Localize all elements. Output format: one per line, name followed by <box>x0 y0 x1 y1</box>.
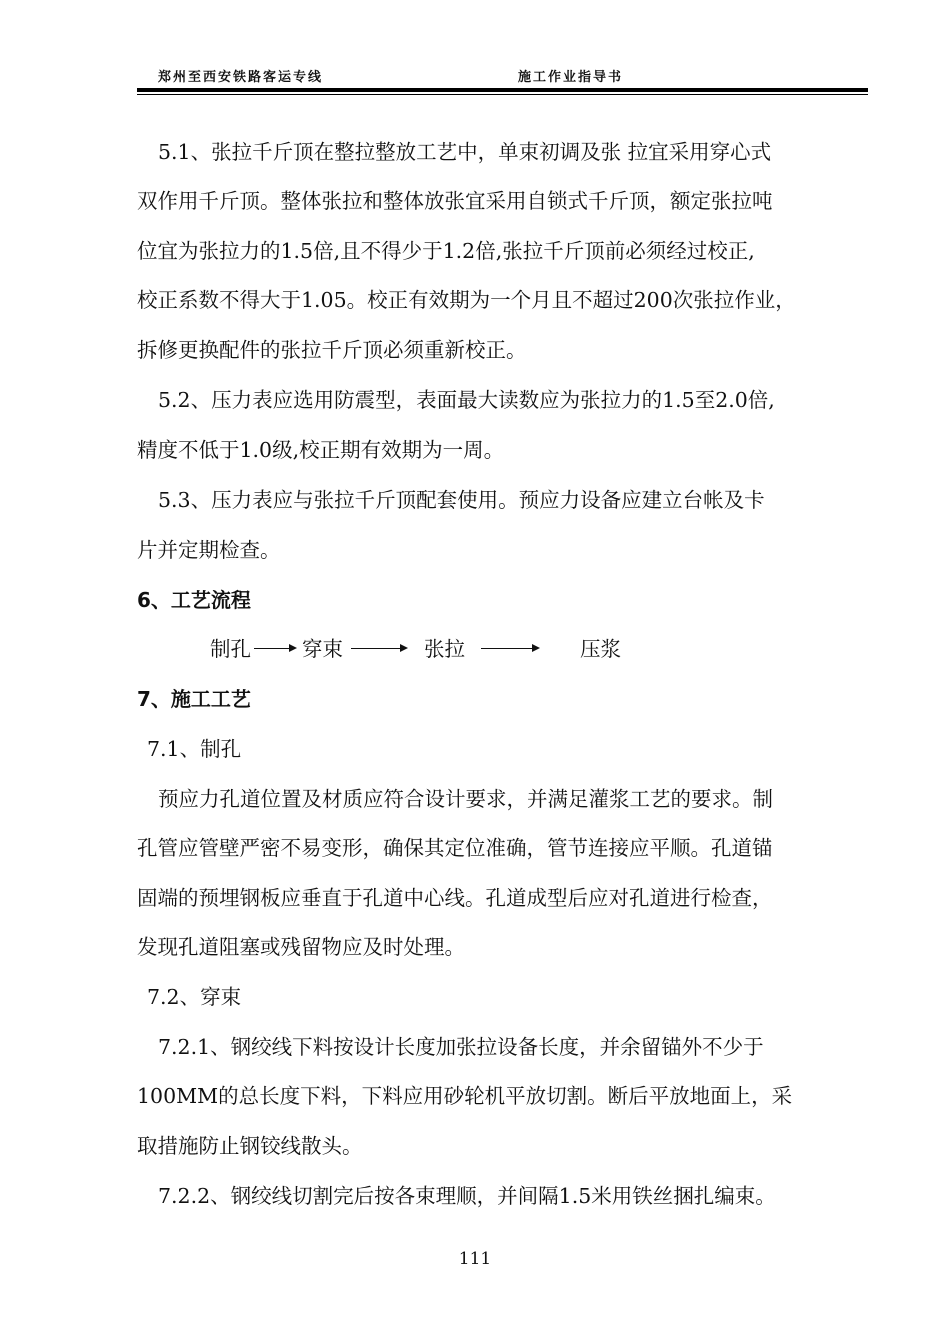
header-rule <box>137 88 868 92</box>
flow-step-tensioning: 张拉 <box>424 637 465 661</box>
paragraph-line: 片并定期检查。 <box>137 538 281 562</box>
flow-arrow-icon <box>481 648 533 649</box>
paragraph-line: 发现孔道阻塞或残留物应及时处理。 <box>137 935 465 959</box>
paragraph-line: 100MM的总长度下料，下料应用砂轮机平放切割。断后平放地面上，采 <box>137 1084 793 1108</box>
section-heading-construction: 7、施工工艺 <box>137 687 251 711</box>
paragraph-line: 孔管应管壁严密不易变形，确保其定位准确，管节连接应平顺。孔道锚 <box>137 836 773 860</box>
paragraph-line: 固端的预埋钢板应垂直于孔道中心线。孔道成型后应对孔道进行检查， <box>137 886 773 910</box>
subsection-title: 7.1、制孔 <box>147 737 242 761</box>
paragraph-line: 双作用千斤顶。整体张拉和整体放张宜采用自锁式千斤顶，额定张拉吨 <box>137 189 773 213</box>
paragraph-line: 5.3、压力表应与张拉千斤顶配套使用。预应力设备应建立台帐及卡 <box>158 488 765 512</box>
subsection-title: 7.2、穿束 <box>147 985 242 1009</box>
header-document-type: 施工作业指导书 <box>518 70 624 85</box>
flow-step-grouting: 压浆 <box>580 637 621 661</box>
page-number: 111 <box>458 1249 492 1269</box>
paragraph-line: 7.2.1、钢绞线下料按设计长度加张拉设备长度，并余留锚外不少于 <box>158 1035 764 1059</box>
header-rule-thin <box>137 94 868 95</box>
paragraph-line: 位宜为张拉力的1.5倍,且不得少于1.2倍,张拉千斤顶前必须经过校正, <box>137 239 755 263</box>
paragraph-line: 5.2、压力表应选用防震型，表面最大读数应为张拉力的1.5至2.0倍, <box>158 388 775 412</box>
paragraph-line: 拆修更换配件的张拉千斤顶必须重新校正。 <box>137 338 527 362</box>
paragraph-line: 校正系数不得大于1.05。校正有效期为一个月且不超过200次张拉作业， <box>137 288 796 312</box>
flow-step-threading: 穿束 <box>302 637 343 661</box>
flow-arrow-icon <box>351 648 401 649</box>
header-title: 郑州至西安铁路客运专线 <box>158 70 324 85</box>
paragraph-line: 预应力孔道位置及材质应符合设计要求，并满足灌浆工艺的要求。制 <box>158 787 773 811</box>
flow-step-drill: 制孔 <box>210 637 251 661</box>
paragraph-line: 取措施防止钢铰线散头。 <box>137 1134 363 1158</box>
paragraph-line: 精度不低于1.0级,校正期有效期为一周。 <box>137 438 505 462</box>
flow-arrow-icon <box>254 648 290 649</box>
paragraph-line: 7.2.2、钢绞线切割完后按各束理顺，并间隔1.5米用铁丝捆扎编束。 <box>158 1184 776 1208</box>
section-heading-process-flow: 6、工艺流程 <box>137 588 251 612</box>
paragraph-line: 5.1、张拉千斤顶在整拉整放工艺中，单束初调及张 拉宜采用穿心式 <box>158 140 772 164</box>
